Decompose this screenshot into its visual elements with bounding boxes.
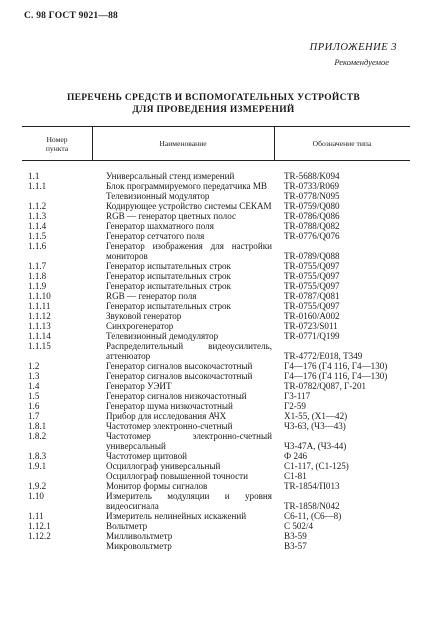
item-name: RGB — генератор цветных полос [106,211,237,221]
item-type: TR-0776/Q076 [284,231,340,241]
item-number: 1.1.11 [28,301,51,311]
item-type: TR-5688/K094 [284,171,340,181]
item-name: Генератор сигналов высокочастотный [106,361,253,371]
item-number: 1.12.1 [28,521,51,531]
table-row [22,411,410,421]
item-type: TR-0755/Q097 [284,281,340,291]
table-row [22,481,410,491]
item-name: Прибор для исследования АЧХ [106,411,227,421]
document-title [0,92,427,116]
item-number: 1.1.12 [28,311,51,321]
item-type: TR-0782/Q087, Г-201 [284,381,367,391]
item-number: 1.1.10 [28,291,51,301]
table-row [22,301,410,311]
header-item-number [22,127,93,160]
item-type: TR-0771/Q199 [284,331,340,341]
item-type: С 502/4 [284,521,314,531]
item-number: 1.12.2 [28,531,51,541]
table-row [22,511,410,521]
table-body [22,171,410,551]
item-number: 1.1.2 [28,201,47,211]
item-type: TR-0733/R069 [284,181,340,191]
table-row [22,201,410,211]
table-row [22,271,410,281]
item-type: Ч3-63, (Ч3—43) [284,421,346,431]
item-name: Монитор формы сигналов [106,481,208,491]
item-name: Генератор сигналов низкочастотный [106,391,247,401]
item-number: 1.1 [28,171,40,181]
table-row [22,191,410,201]
table-row [22,451,410,461]
table-row [22,281,410,291]
item-name: Генератор шума низкочастотный [106,401,233,411]
item-number: 1.4 [28,381,40,391]
item-name: Генератор шахматного поля [106,221,214,231]
table-row [22,261,410,271]
item-type: TR-0160/A002 [284,311,340,321]
item-name: Генератор испытательных строк [106,261,231,271]
table-row [22,381,410,391]
item-name: Телевизионный демодулятор [106,331,219,341]
table-row [22,241,410,261]
item-number: 1.1.8 [28,271,47,281]
item-name: Генератор сигналов высокочастотный [106,371,253,381]
item-type: Ф 246 [284,451,308,461]
item-name: Генератор сетчатого поля [106,231,205,241]
item-type: Г4—176 (Г4 116, Г4—130) [284,361,388,371]
item-name: Генератор испытательных строк [106,301,231,311]
item-name: Осциллограф повышенной точности [106,471,248,481]
item-type: Г3-117 [284,391,311,401]
item-name: Измеритель нелинейных искажений [106,511,247,521]
item-name: RGB — генератор поля [106,291,197,301]
item-type: TR-1854/П013 [284,481,340,491]
table-row [22,171,410,181]
item-type: TR-0788/Q082 [284,221,340,231]
table-row [22,341,410,361]
item-type: Х1-55, (Х1—42) [284,411,348,421]
item-number: 1.1.6 [28,241,47,251]
item-type: TR-0787/Q081 [284,291,340,301]
table-row [22,431,410,451]
table-row [22,221,410,231]
item-type: TR-0786/Q086 [284,211,340,221]
item-number: 1.1.7 [28,261,47,271]
item-name: Частотомер электронно-счетный [106,421,233,431]
item-type: TR-0755/Q097 [284,261,340,271]
item-name: Микровольтметр [106,541,172,551]
item-number: 1.1.13 [28,321,51,331]
item-number: 1.5 [28,391,40,401]
item-number: 1.1.5 [28,231,47,241]
item-type: TR-0755/Q097 [284,301,340,311]
appendix-title: ПРИЛОЖЕНИЕ 3 [309,42,397,53]
item-name: Кодирующее устройство системы СЕКАМ [106,201,272,211]
item-type: TR-0759/Q080 [284,201,340,211]
item-number: 1.3 [28,371,40,381]
item-number: 1.8.3 [28,451,47,461]
item-number: 1.6 [28,401,40,411]
header-item-number-line-1: Номер [46,134,68,144]
header-type-designation: Обозначение типа [312,139,372,148]
item-type: TR-0755/Q097 [284,271,340,281]
item-name: Милливольтметр [106,531,173,541]
item-type: С6-11, (С6—8) [284,511,342,521]
item-name: Измеритель модуляции и уровня видеосигнала [106,491,272,511]
item-number: 1.2 [28,361,40,371]
item-number: 1.8.2 [28,431,47,441]
item-number: 1.1.3 [28,211,47,221]
table-row [22,231,410,241]
item-name: Вольтметр [106,521,148,531]
table-row [22,291,410,301]
table-row [22,521,410,531]
table-row [22,311,410,321]
item-number: 1.7 [28,411,40,421]
item-type: В3-59 [284,531,307,541]
item-type: TR-0789/Q088 [284,251,340,261]
table-header [22,126,410,161]
table-row [22,361,410,371]
item-name: Генератор испытательных строк [106,271,231,281]
item-name: Генератор испытательных строк [106,281,231,291]
item-number: 1.1.4 [28,221,47,231]
item-type: TR-1858/N042 [284,501,340,511]
item-number: 1.1.1 [28,181,47,191]
item-name: Универсальный стенд измерений [106,171,235,181]
equipment-table [22,126,410,551]
item-name: Частотомер электронно-счетный универсальный [106,431,272,451]
page-header: С. 98 ГОСТ 9021—88 [24,11,118,21]
item-name: Осциллограф универсальный [106,461,221,471]
table-row [22,471,410,481]
table-row [22,401,410,411]
table-row [22,461,410,471]
item-number: 1.1.15 [28,341,51,351]
table-row [22,211,410,221]
table-row [22,421,410,431]
item-type: Г4—176 (Г4 116, Г4—130) [284,371,388,381]
table-row [22,541,410,551]
table-row [22,181,410,191]
item-name: Генератор УЭИТ [106,381,172,391]
table-row [22,331,410,341]
item-type: Г2-59 [284,401,306,411]
item-type: TR-4772/E018, Т349 [284,351,363,361]
item-name: Частотомер щитовой [106,451,188,461]
item-name: Блок программируемого передатчика МВ [106,181,267,191]
table-row [22,491,410,511]
table-row [22,371,410,381]
item-type: Ч3-47А, (Ч3-44) [284,441,347,451]
header-name: Наименование [92,127,275,160]
item-number: 1.1.9 [28,281,47,291]
item-type: В3-57 [284,541,307,551]
item-type: С1-117, (С1-125) [284,461,349,471]
item-name: Синхрогенератор [106,321,174,331]
table-row [22,321,410,331]
document-title-line-1: ПЕРЕЧЕНЬ СРЕДСТВ И ВСПОМОГАТЕЛЬНЫХ УСТРОЙСТВ [66,93,361,103]
item-name: Распределительный видеоусилитель, аттенюатор [106,341,272,361]
table-row [22,391,410,401]
item-number: 1.11 [28,511,44,521]
item-type: TR-0723/S011 [284,321,338,331]
document-title-line-2: ДЛЯ ПРОВЕДЕНИЯ ИЗМЕРЕНИЙ [132,105,295,115]
item-number: 1.8.1 [28,421,47,431]
item-name: Генератор изображения для настройки мониторов [106,241,272,261]
header-item-number-line-2: пункта [45,143,69,153]
item-type: TR-0778/N095 [284,191,340,201]
item-number: 1.1.14 [28,331,51,341]
item-name: Звуковой генератор [106,311,182,321]
item-number: 1.9.1 [28,461,47,471]
item-number: 1.9.2 [28,481,47,491]
item-name: Телевизионный модулятор [106,191,210,201]
appendix-subtitle: Рекомендуемое [334,57,389,67]
item-type: С1-81 [284,471,307,481]
item-number: 1.10 [28,491,44,501]
table-row [22,531,410,541]
